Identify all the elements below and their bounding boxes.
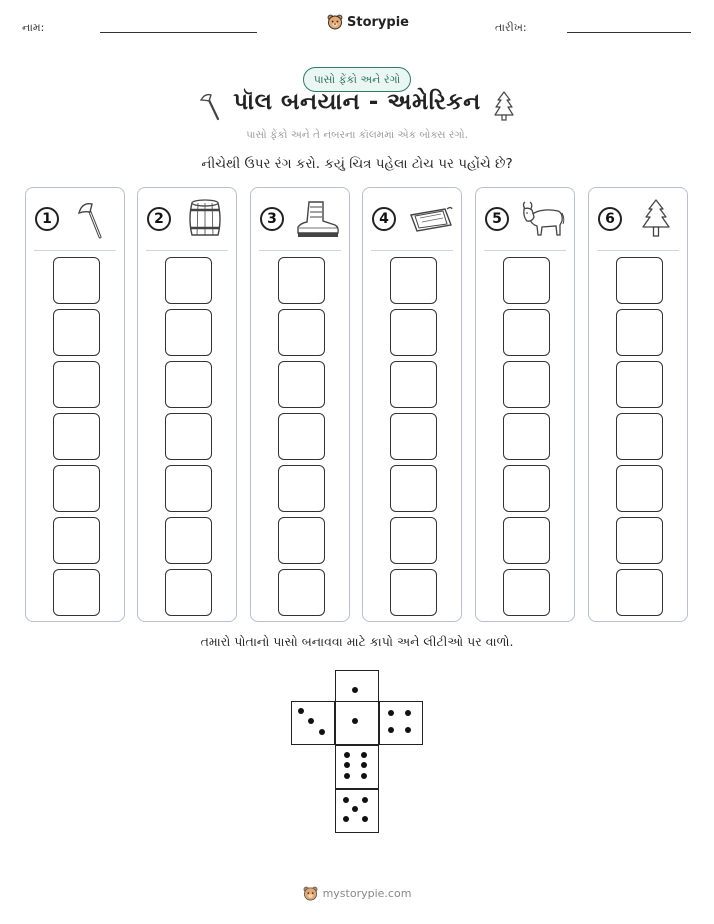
pip — [344, 762, 350, 768]
color-box[interactable] — [278, 257, 325, 304]
pip — [352, 718, 358, 724]
pip — [319, 729, 325, 735]
name-line[interactable] — [100, 32, 257, 33]
color-box[interactable] — [53, 309, 100, 356]
color-box[interactable] — [165, 257, 212, 304]
pip — [344, 752, 350, 758]
footer-url[interactable]: mystorypie.com — [322, 887, 412, 900]
color-box[interactable] — [53, 361, 100, 408]
pip — [405, 727, 411, 733]
color-box[interactable] — [503, 361, 550, 408]
color-box[interactable] — [165, 517, 212, 564]
pip — [361, 752, 367, 758]
pip — [388, 727, 394, 733]
color-box[interactable] — [278, 517, 325, 564]
column-6 — [588, 187, 688, 622]
color-box[interactable] — [278, 309, 325, 356]
color-box[interactable] — [390, 413, 437, 460]
color-box[interactable] — [53, 465, 100, 512]
number-badge: 4 — [372, 207, 396, 231]
color-box[interactable] — [165, 465, 212, 512]
pip — [343, 816, 349, 822]
pip — [352, 687, 358, 693]
date-label: તારીખ: — [495, 21, 527, 34]
page-subtitle: પાસો ફેંકો અને તે નંબરના કૉલમમાં એક બોક્સ રંગો. — [246, 129, 468, 141]
die-face-6 — [335, 745, 379, 789]
number-badge: 3 — [260, 207, 284, 231]
brand-name: Storypie — [347, 14, 409, 30]
color-box[interactable] — [503, 517, 550, 564]
page-title: પૉલ બનયાન - અમેરિકન — [233, 89, 481, 115]
color-box[interactable] — [503, 465, 550, 512]
pip — [405, 710, 411, 716]
barrel-icon — [182, 197, 228, 241]
column-3 — [250, 187, 350, 622]
pine-tree-icon — [633, 197, 679, 241]
column-divider — [484, 250, 566, 251]
column-header — [589, 188, 687, 250]
color-box[interactable] — [390, 257, 437, 304]
color-box[interactable] — [390, 361, 437, 408]
cut-fold-instruction: તમારો પોતાનો પાસો બનાવવા માટે કાપો અને લીટીઓ પર વાળો. — [200, 634, 514, 649]
number-badge: 6 — [598, 207, 622, 231]
bear-icon — [327, 14, 343, 30]
color-box[interactable] — [390, 517, 437, 564]
die-face-5 — [335, 789, 379, 833]
column-header — [251, 188, 349, 250]
pip — [362, 816, 368, 822]
color-box[interactable] — [165, 361, 212, 408]
ox-icon — [520, 197, 566, 241]
activity-tag: પાસો ફેંકો અને રંગો — [303, 67, 411, 92]
color-box[interactable] — [616, 413, 663, 460]
pip — [361, 762, 367, 768]
column-divider — [259, 250, 341, 251]
color-box[interactable] — [503, 569, 550, 616]
color-box[interactable] — [53, 413, 100, 460]
color-box[interactable] — [503, 413, 550, 460]
column-divider — [597, 250, 679, 251]
number-badge: 5 — [485, 207, 509, 231]
date-line[interactable] — [567, 32, 691, 33]
color-box[interactable] — [53, 257, 100, 304]
name-label: નામ: — [22, 21, 45, 34]
column-4 — [362, 187, 462, 622]
color-box[interactable] — [503, 309, 550, 356]
question-text: નીચેથી ઉપર રંગ કરો. કયું ચિત્ર પહેલા ટોચ પર પહોંચે છે? — [201, 156, 513, 172]
color-box[interactable] — [278, 569, 325, 616]
column-divider — [34, 250, 116, 251]
color-box[interactable] — [53, 517, 100, 564]
die-face-1 — [335, 701, 379, 745]
color-box[interactable] — [616, 361, 663, 408]
boot-icon — [295, 197, 341, 241]
number-badge: 1 — [35, 207, 59, 231]
column-header — [363, 188, 461, 250]
pip — [388, 710, 394, 716]
die-face-4 — [379, 701, 423, 745]
color-box[interactable] — [503, 257, 550, 304]
die-face-3 — [291, 701, 335, 745]
pip — [362, 797, 368, 803]
column-header — [138, 188, 236, 250]
color-box[interactable] — [390, 309, 437, 356]
footer — [0, 886, 714, 901]
pine-tree-icon — [492, 90, 516, 122]
column-1 — [25, 187, 125, 622]
pip — [308, 718, 314, 724]
color-box[interactable] — [616, 569, 663, 616]
column-2 — [137, 187, 237, 622]
color-box[interactable] — [616, 257, 663, 304]
color-box[interactable] — [390, 569, 437, 616]
pip — [298, 708, 304, 714]
pip — [343, 797, 349, 803]
color-box[interactable] — [165, 413, 212, 460]
color-box[interactable] — [616, 309, 663, 356]
column-5 — [475, 187, 575, 622]
number-badge: 2 — [147, 207, 171, 231]
color-box[interactable] — [165, 309, 212, 356]
griddle-pan-icon — [407, 197, 453, 241]
axe-icon — [70, 197, 116, 241]
pip — [344, 773, 350, 779]
pip — [352, 806, 358, 812]
color-box[interactable] — [53, 569, 100, 616]
color-box[interactable] — [390, 465, 437, 512]
column-divider — [371, 250, 453, 251]
color-box[interactable] — [165, 569, 212, 616]
color-box[interactable] — [278, 361, 325, 408]
storypie-logo — [327, 14, 409, 30]
column-divider — [146, 250, 228, 251]
color-box[interactable] — [616, 465, 663, 512]
color-box[interactable] — [616, 517, 663, 564]
color-box[interactable] — [278, 465, 325, 512]
column-header — [26, 188, 124, 250]
pip — [361, 773, 367, 779]
color-box[interactable] — [278, 413, 325, 460]
bear-icon — [303, 886, 318, 901]
column-header — [476, 188, 574, 250]
